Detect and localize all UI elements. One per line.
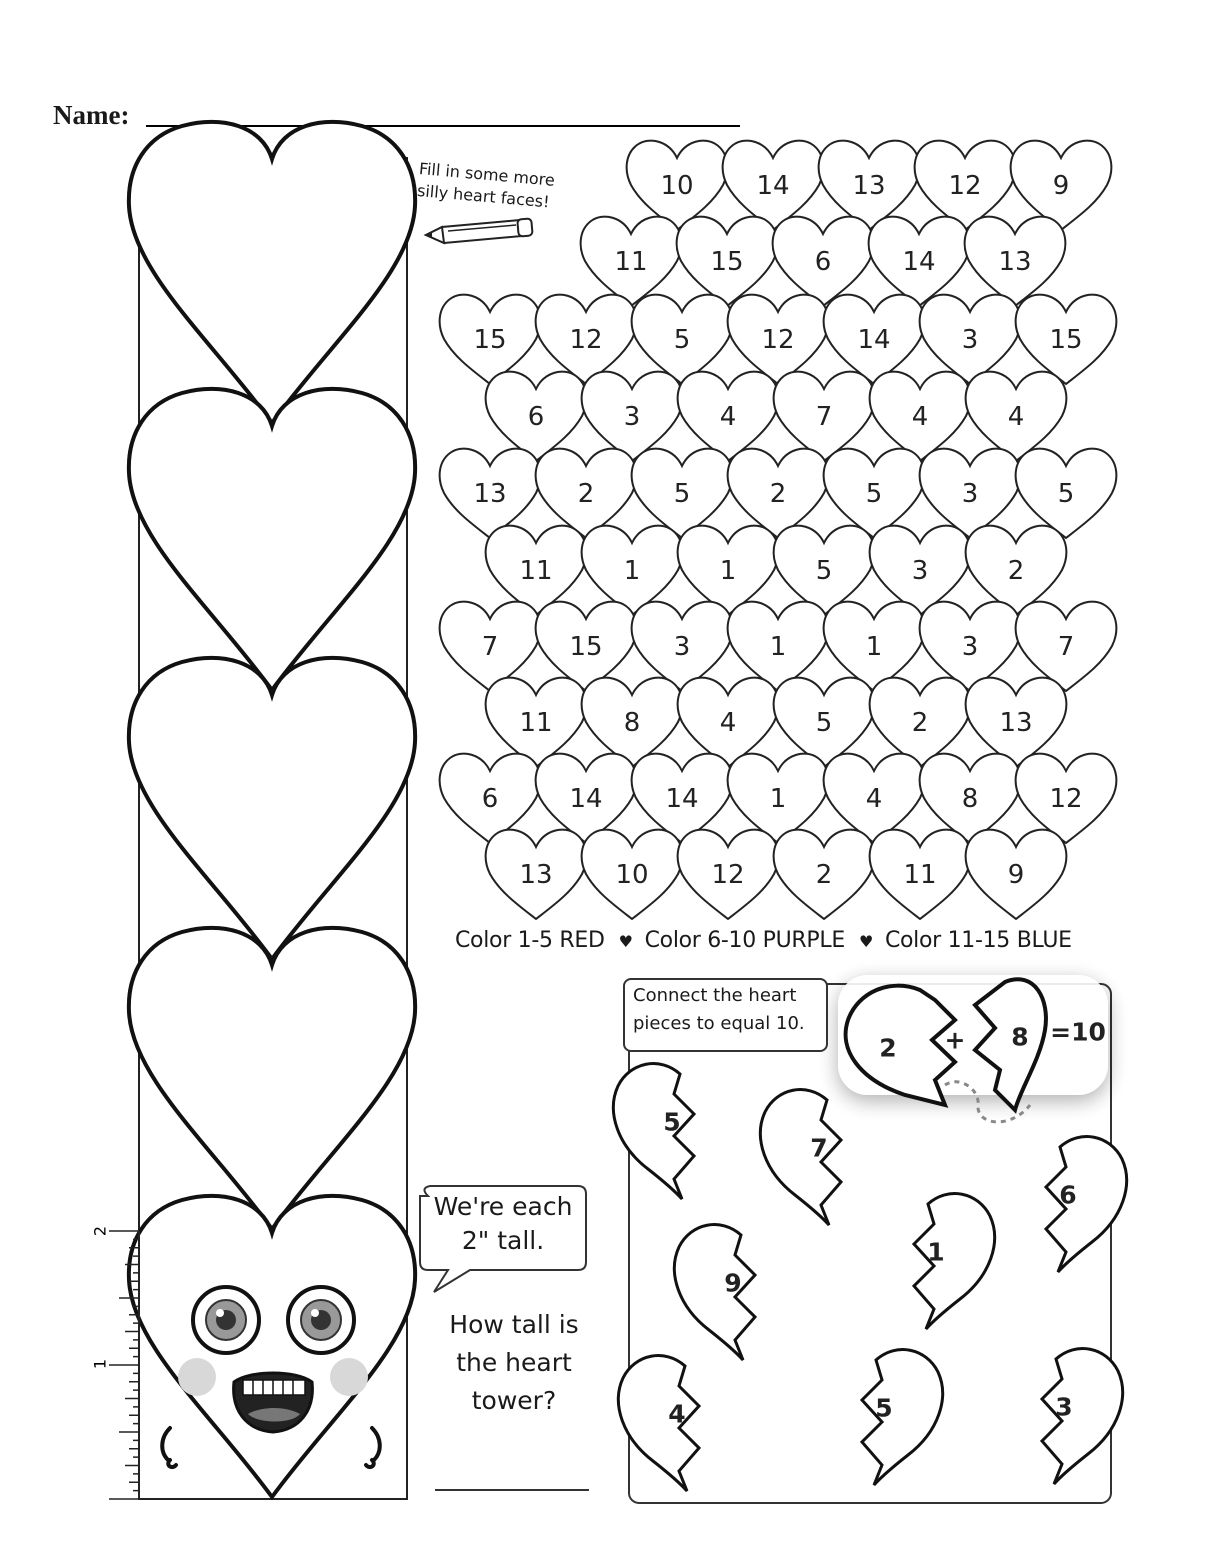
example-right-number: 8 xyxy=(1011,1022,1029,1052)
grid-heart-number: 1 xyxy=(769,784,787,814)
grid-heart-number: 11 xyxy=(519,708,553,738)
grid-heart-number: 12 xyxy=(761,325,795,355)
grid-heart-number: 4 xyxy=(911,402,929,432)
bubble-text: We're each 2" tall. xyxy=(433,1192,573,1255)
grid-heart-number: 10 xyxy=(615,860,649,890)
grid-heart-number: 2 xyxy=(1007,556,1025,586)
blank-heart-3[interactable] xyxy=(129,658,415,959)
grid-heart-number: 1 xyxy=(719,556,737,586)
right-cheek xyxy=(330,1358,368,1396)
grid-heart-number: 13 xyxy=(519,860,553,890)
grid-heart-number: 12 xyxy=(711,860,745,890)
right-piece-number: 3 xyxy=(1055,1392,1073,1422)
example-result: =10 xyxy=(1050,1017,1106,1047)
connect-instruction: Connect the heart pieces to equal 10. xyxy=(623,978,828,1052)
grid-heart-number: 4 xyxy=(719,402,737,432)
grid-heart-number: 5 xyxy=(865,479,883,509)
grid-heart-number: 9 xyxy=(1052,171,1070,201)
grid-heart-number: 3 xyxy=(673,632,691,662)
left-piece-number: 4 xyxy=(668,1399,686,1429)
left-heart-piece[interactable] xyxy=(618,1356,699,1491)
grid-heart-number: 4 xyxy=(1007,402,1025,432)
hint-text: Fill in some more silly heart faces! xyxy=(416,158,556,212)
grid-heart-number: 12 xyxy=(1049,784,1083,814)
grid-heart-number: 12 xyxy=(948,171,982,201)
grid-heart-number: 11 xyxy=(614,247,648,277)
silly-face-heart xyxy=(129,1196,415,1497)
grid-heart-number: 2 xyxy=(577,479,595,509)
example-pair xyxy=(838,975,1108,1122)
grid-heart-number: 3 xyxy=(961,479,979,509)
blank-heart-1[interactable] xyxy=(129,122,415,423)
grid-heart-number: 3 xyxy=(961,632,979,662)
answer-line[interactable] xyxy=(435,1489,589,1491)
heart-bullet-icon: ♥ xyxy=(618,932,633,951)
grid-heart-number: 6 xyxy=(527,402,545,432)
grid-heart-number: 11 xyxy=(519,556,553,586)
right-hand-icon xyxy=(366,1428,380,1467)
grid-heart-number: 7 xyxy=(481,632,499,662)
grid-heart-number: 5 xyxy=(673,479,691,509)
grid-heart-number: 14 xyxy=(857,325,891,355)
grid-heart-number: 6 xyxy=(814,247,832,277)
right-heart-piece[interactable] xyxy=(1046,1137,1127,1272)
grid-heart-number: 15 xyxy=(1049,325,1083,355)
color-legend xyxy=(455,928,1072,953)
left-piece-number: 9 xyxy=(724,1268,742,1298)
grid-heart-number: 3 xyxy=(961,325,979,355)
grid-heart-number: 8 xyxy=(961,784,979,814)
grid-heart-number: 1 xyxy=(623,556,641,586)
right-piece-number: 5 xyxy=(875,1393,893,1423)
blank-heart-4[interactable] xyxy=(129,928,415,1229)
ruler-label-1: 1 xyxy=(90,1358,110,1370)
grid-heart-number: 4 xyxy=(719,708,737,738)
heart-bullet-icon: ♥ xyxy=(858,932,873,951)
grid-heart-number: 15 xyxy=(710,247,744,277)
right-piece-number: 1 xyxy=(927,1237,945,1267)
name-label: Name: xyxy=(53,100,130,130)
grid-heart-number: 4 xyxy=(865,784,883,814)
legend-purple: Color 6-10 PURPLE xyxy=(644,928,845,953)
left-heart-piece[interactable] xyxy=(760,1090,841,1225)
tower-question: How tall is the heart tower? xyxy=(449,1310,579,1415)
left-heart-piece[interactable] xyxy=(674,1225,755,1360)
grid-heart-number: 3 xyxy=(623,402,641,432)
grid-heart-number: 9 xyxy=(1007,860,1025,890)
grid-heart-number: 14 xyxy=(756,171,790,201)
grid-heart-number: 10 xyxy=(660,171,694,201)
grid-heart-number: 2 xyxy=(911,708,929,738)
left-hand-icon xyxy=(162,1428,176,1467)
grid-heart-number: 6 xyxy=(481,784,499,814)
grid-heart-number: 7 xyxy=(1057,632,1075,662)
grid-heart-number: 5 xyxy=(673,325,691,355)
legend-blue: Color 11-15 BLUE xyxy=(884,928,1072,953)
grid-heart-number: 8 xyxy=(623,708,641,738)
pencil-icon xyxy=(426,218,533,243)
heart-tower xyxy=(129,122,415,1499)
grid-heart-number: 1 xyxy=(769,632,787,662)
example-left-number: 2 xyxy=(879,1033,897,1063)
grid-heart-number: 3 xyxy=(911,556,929,586)
grid-heart-number: 11 xyxy=(903,860,937,890)
color-by-number-grid xyxy=(440,141,1117,919)
connect-area xyxy=(613,975,1126,1503)
grid-heart-number: 14 xyxy=(569,784,603,814)
example-plus: + xyxy=(944,1025,966,1055)
left-piece-number: 5 xyxy=(663,1107,681,1137)
grid-heart-number: 13 xyxy=(473,479,507,509)
right-heart-piece[interactable] xyxy=(914,1194,995,1329)
grid-heart-number: 5 xyxy=(815,708,833,738)
left-heart-piece[interactable] xyxy=(613,1064,694,1199)
grid-heart-number: 12 xyxy=(569,325,603,355)
right-piece-number: 6 xyxy=(1059,1180,1077,1210)
left-cheek xyxy=(178,1358,216,1396)
grid-heart-number: 15 xyxy=(569,632,603,662)
grid-heart-number: 5 xyxy=(815,556,833,586)
grid-heart-number: 13 xyxy=(998,247,1032,277)
blank-heart-2[interactable] xyxy=(129,389,415,690)
right-heart-piece[interactable] xyxy=(862,1350,943,1485)
grid-heart-number: 14 xyxy=(902,247,936,277)
grid-heart-number: 15 xyxy=(473,325,507,355)
grid-heart-number: 13 xyxy=(852,171,886,201)
ruler-label-2: 2 xyxy=(90,1225,110,1237)
grid-heart-number: 13 xyxy=(999,708,1033,738)
grid-heart-number: 1 xyxy=(865,632,883,662)
grid-heart-number: 2 xyxy=(769,479,787,509)
grid-heart-number: 5 xyxy=(1057,479,1075,509)
grid-heart-number: 2 xyxy=(815,860,833,890)
legend-red: Color 1-5 RED xyxy=(455,928,605,953)
grid-heart-number: 7 xyxy=(815,402,833,432)
left-piece-number: 7 xyxy=(810,1133,828,1163)
grid-heart-number: 14 xyxy=(665,784,699,814)
